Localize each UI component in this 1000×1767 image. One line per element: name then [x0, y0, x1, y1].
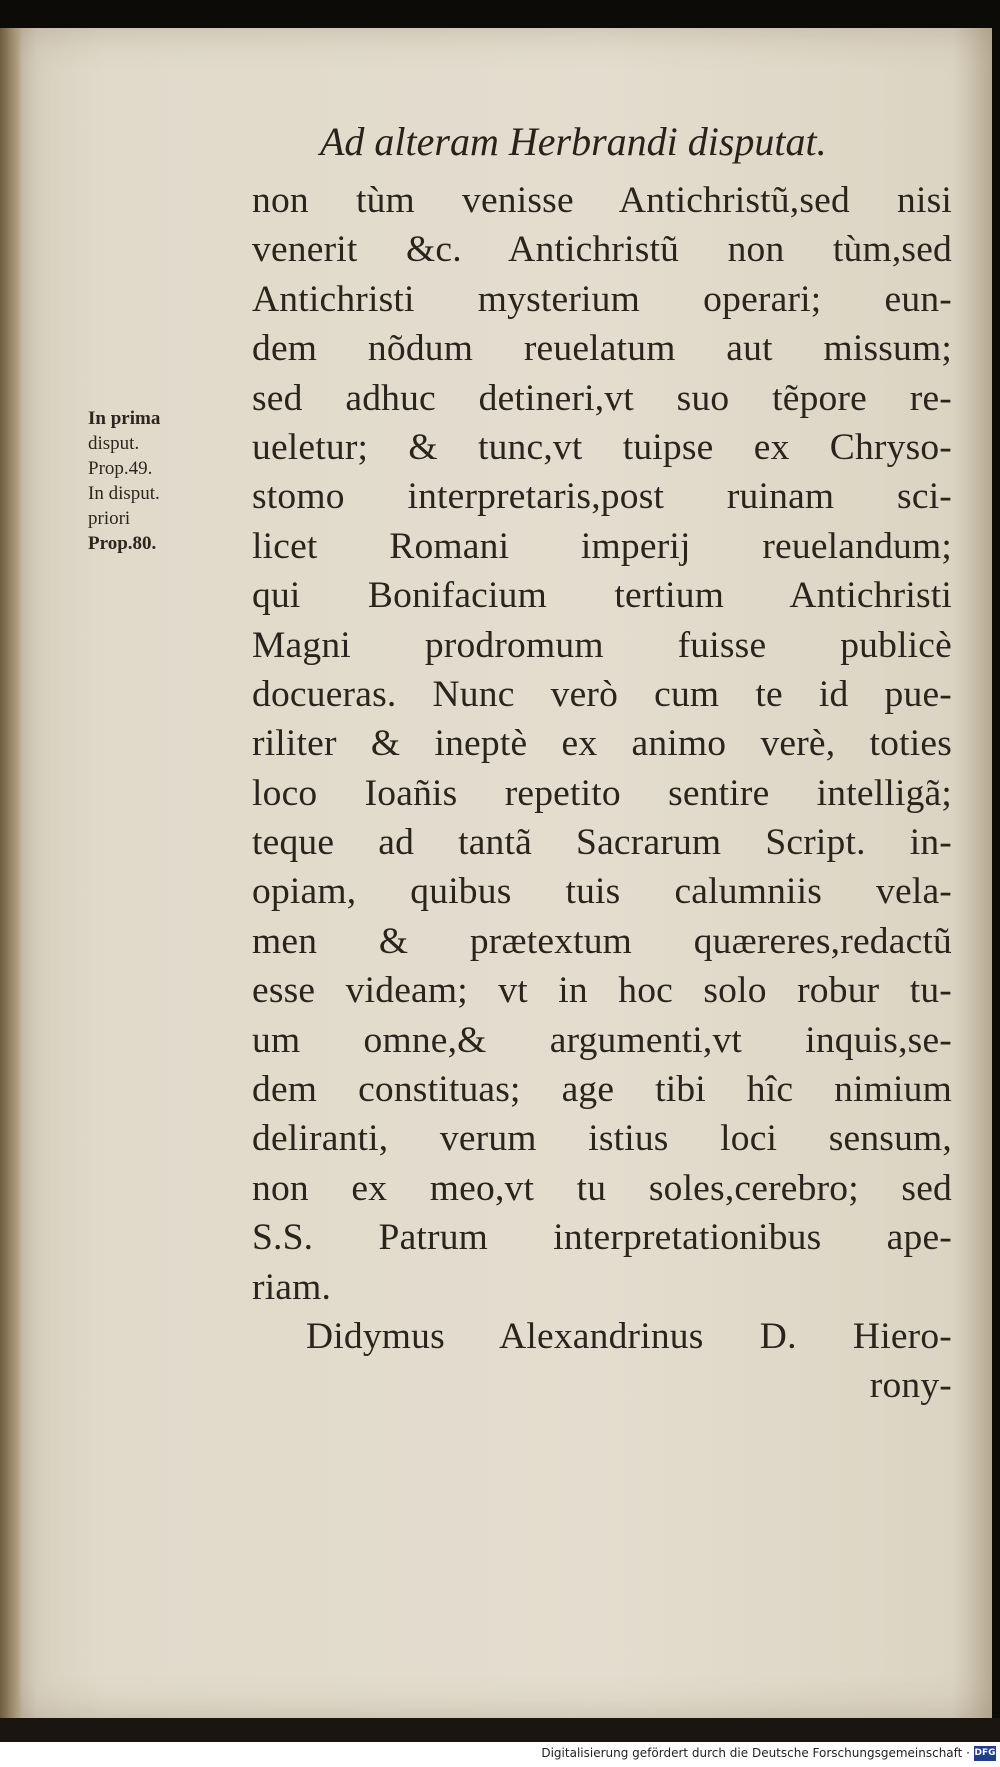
text-line: loco Ioañis repetito sentire intelligã;	[252, 772, 952, 814]
text-line: venerit &c. Antichristũ non tùm,sed	[252, 229, 952, 271]
text-line: Antichristi mysterium operari; eun-	[252, 278, 952, 320]
text-line: ueletur; & tunc,vt tuipse ex Chryso-	[252, 426, 952, 468]
text-line: docueras. Nunc verò cum te id pue-	[252, 673, 952, 715]
marginal-line: Prop.49.	[88, 458, 153, 479]
text-line: esse videam; vt in hoc solo robur tu-	[252, 970, 952, 1012]
funding-credit: Digitalisierung gefördert durch die Deutsche Forschungsgemeinschaft ·	[541, 1746, 970, 1760]
marginal-note	[88, 406, 228, 556]
marginal-line: disput.	[88, 433, 140, 454]
marginal-line: priori	[88, 508, 131, 529]
text-line: dem nõdum reuelatum aut missum;	[252, 328, 952, 370]
text-line: qui Bonifacium tertium Antichristi	[252, 575, 952, 617]
text-line: um omne,& argumenti,vt inquis,se-	[252, 1019, 952, 1061]
book-gutter	[0, 28, 22, 1718]
text-line: opiam, quibus tuis calumniis vela-	[252, 871, 952, 913]
text-line: teque ad tantã Sacrarum Script. in-	[252, 822, 952, 864]
marginal-line: In prima	[88, 408, 161, 429]
paragraph-start-line: Didymus Alexandrinus D. Hiero-	[306, 1315, 952, 1357]
text-line: non ex meo,vt tu soles,cerebro; sed	[252, 1167, 952, 1209]
digitization-footer	[0, 1742, 1000, 1767]
body-text	[252, 176, 952, 1411]
text-line: riam.	[252, 1266, 332, 1308]
running-head: Ad alteram Herbrandi disputat.	[320, 119, 827, 164]
text-line: dem constituas; age tibi hîc nimium	[252, 1069, 952, 1111]
text-line: licet Romani imperij reuelandum;	[252, 525, 952, 567]
text-line: Magni prodromum fuisse publicè	[252, 624, 952, 666]
scan-edge	[0, 1718, 1000, 1742]
text-line: riliter & ineptè ex animo verè, toties	[252, 723, 952, 765]
text-line: S.S. Patrum interpretationibus ape-	[252, 1217, 952, 1259]
marginal-line: Prop.80.	[88, 533, 157, 554]
catchword: rony-	[869, 1365, 952, 1407]
text-line: men & prætextum quæreres,redactũ	[252, 920, 952, 962]
marginal-line: In disput.	[88, 483, 160, 504]
text-line: non tùm venisse Antichristũ,sed nisi	[252, 180, 952, 221]
text-line: deliranti, verum istius loci sensum,	[252, 1118, 952, 1160]
dfg-logo-icon: DFG	[974, 1746, 996, 1761]
text-line: stomo interpretaris,post ruinam sci-	[252, 476, 952, 518]
text-line: sed adhuc detineri,vt suo tẽpore re-	[252, 377, 952, 419]
